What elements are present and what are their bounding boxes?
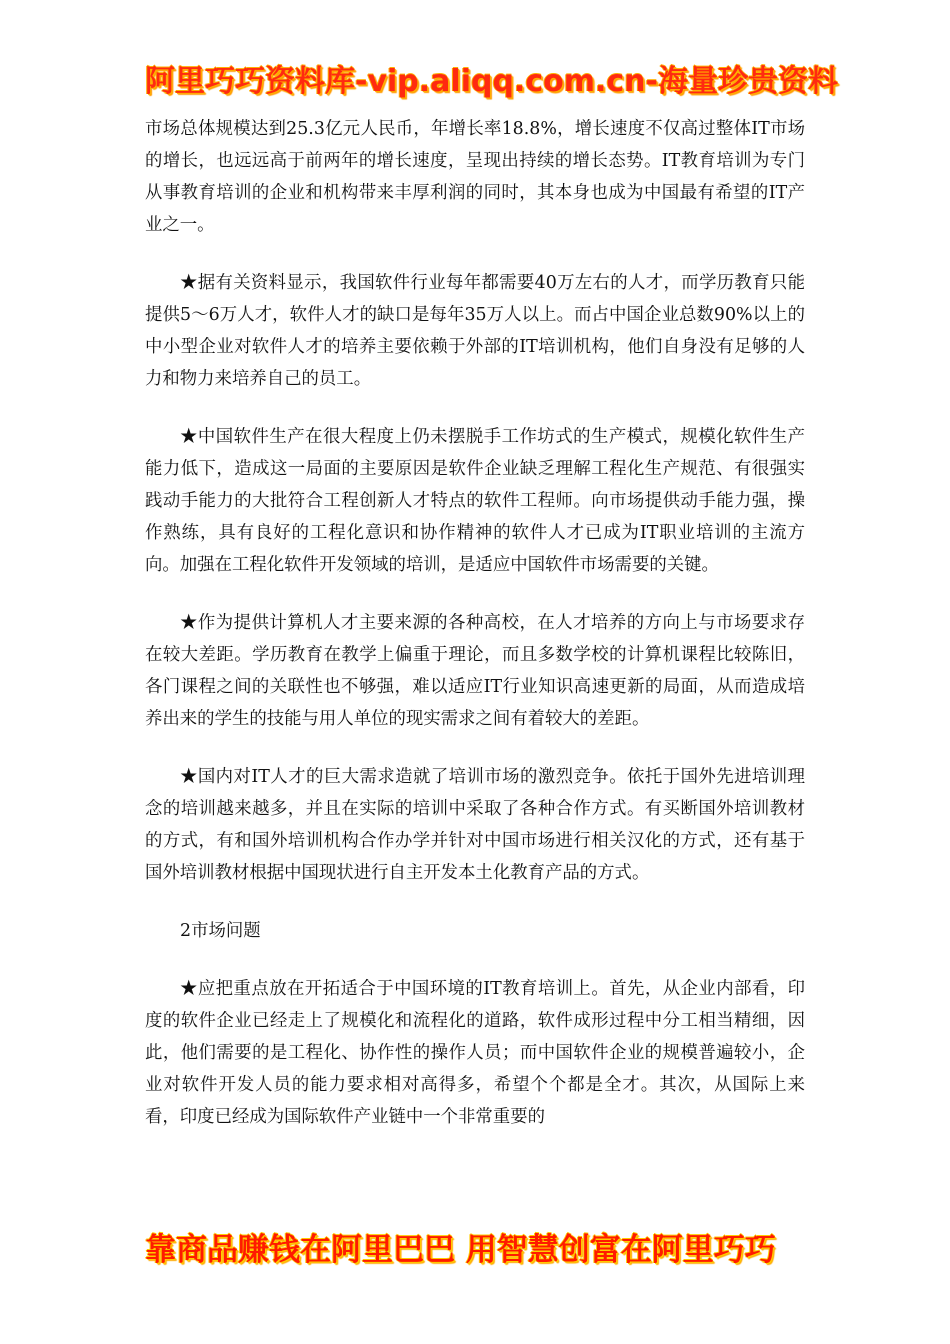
paragraph-market-size: 市场总体规模达到25.3亿元人民币，年增长率18.8%，增长速度不仅高过整体IT市场的增长，也远远高于前两年的增长速度，呈现出持续的增长态势。IT教育培训为专门从事教育培训的企业和机构带来丰厚利润的同时，其本身也成为中国最有希望的IT产业之一。 — [145, 119, 805, 235]
footer-banner: 靠商品赚钱在阿里巴巴 用智慧创富在阿里巧巧 — [145, 1232, 776, 1268]
paragraph-focus: ★应把重点放在开拓适合于中国环境的IT教育培训上。首先，从企业内部看，印度的软件企业已经走上了规模化和流程化的道路，软件成形过程中分工相当精细，因此，他们需要的是工程化、协作性的操作人员；而中国软件企业的规模普遍较小，企业对软件开发人员的能力要求相对高得多，希望个个都是全才。其次，从国际上来看，印度已经成为国际软件产业链中一个非常重要的 — [145, 979, 805, 1127]
paragraph-talent-gap: ★据有关资料显示，我国软件行业每年都需要40万左右的人才，而学历教育只能提供5～6万人才，软件人才的缺口是每年35万人以上。而占中国企业总数90%以上的中小型企业对软件人才的培养主要依赖于外部的IT培训机构，他们自身没有足够的人力和物力来培养自己的员工。 — [145, 273, 805, 389]
section-heading: 2市场问题 — [180, 921, 261, 941]
paragraph-universities: ★作为提供计算机人才主要来源的各种高校，在人才培养的方向上与市场要求存在较大差距。学历教育在教学上偏重于理论，而且多数学校的计算机课程比较陈旧，各门课程之间的关联性也不够强，难以适应IT行业知识高速更新的局面，从而造成培养出来的学生的技能与用人单位的现实需求之间有着较大的差距。 — [145, 613, 805, 729]
header-banner: 阿里巧巧资料库-vip.aliqq.com.cn-海量珍贵资料 — [145, 64, 838, 99]
document-body — [145, 113, 805, 1159]
paragraph-competition: ★国内对IT人才的巨大需求造就了培训市场的激烈竞争。依托于国外先进培训理念的培训越来越多，并且在实际的培训中采取了各种合作方式。有买断国外培训教材的方式，有和国外培训机构合作办学并针对中国市场进行相关汉化的方式，还有基于国外培训教材根据中国现状进行自主开发本土化教育产品的方式。 — [145, 767, 805, 883]
paragraph-production-mode: ★中国软件生产在很大程度上仍未摆脱手工作坊式的生产模式，规模化软件生产能力低下，造成这一局面的主要原因是软件企业缺乏理解工程化生产规范、有很强实践动手能力的大批符合工程创新人才特点的软件工程师。向市场提供动手能力强，操作熟练，具有良好的工程化意识和协作精神的软件人才已成为IT职业培训的主流方向。加强在工程化软件开发领域的培训，是适应中国软件市场需要的关键。 — [145, 427, 805, 575]
